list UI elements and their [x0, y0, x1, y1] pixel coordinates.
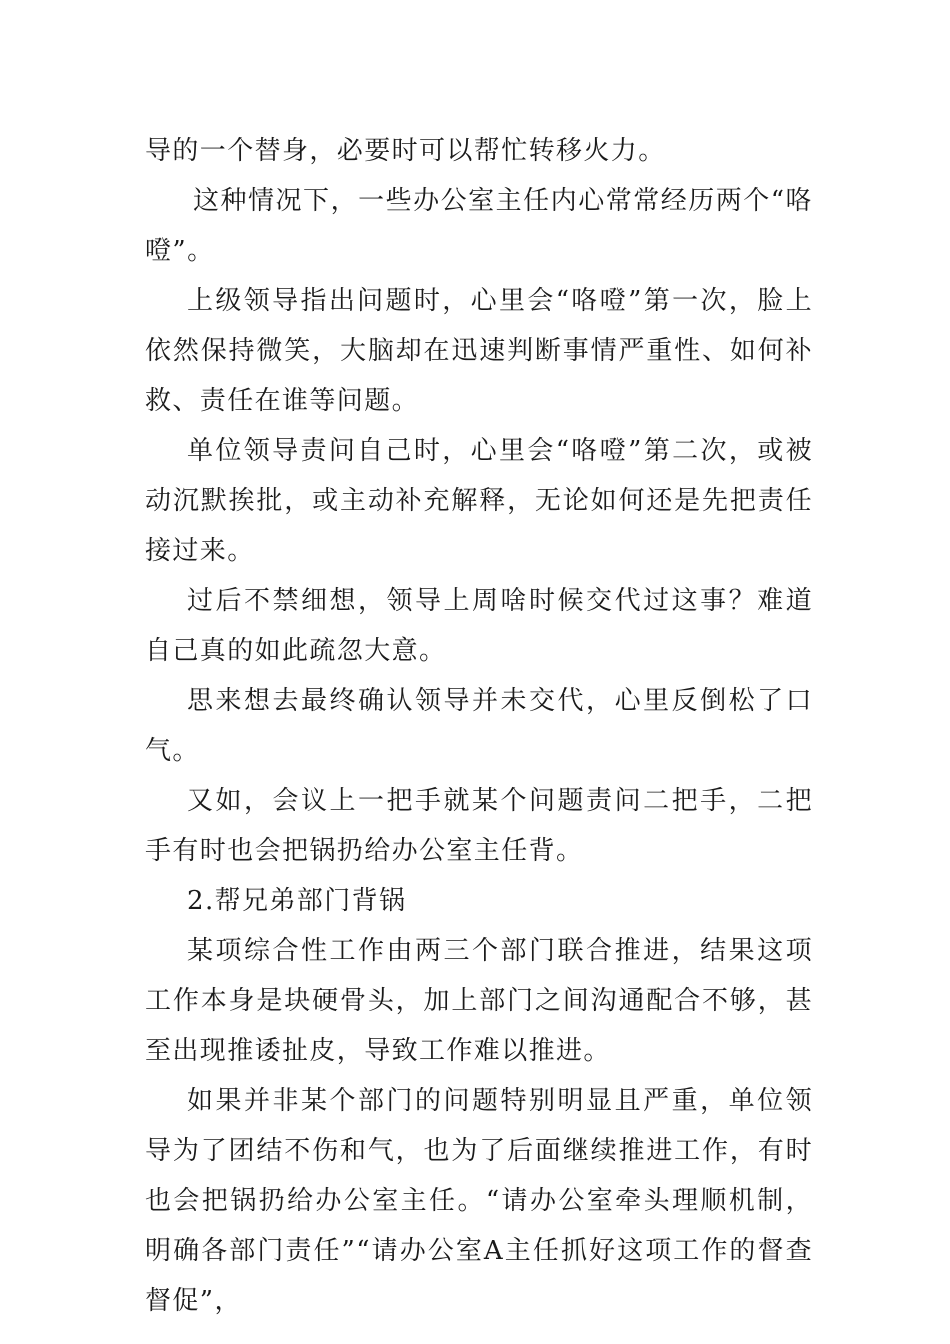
paragraph: 又如，会议上一把手就某个问题责问二把手，二把手有时也会把锅扔给办公室主任背。 — [145, 786, 813, 866]
paragraph: 单位领导责问自己时，心里会“咯噔”第二次，或被动沉默挨批，或主动补充解释，无论如何还是先把责任接过来。 — [145, 436, 813, 566]
body-text — [145, 126, 813, 1326]
paragraph: 上级领导指出问题时，心里会“咯噔”第一次，脸上依然保持微笑，大脑却在迅速判断事情严重性、如何补救、责任在谁等问题。 — [145, 286, 813, 416]
paragraph: 这种情况下，一些办公室主任内心常常经历两个“咯噔”。 — [145, 186, 813, 266]
paragraph: 某项综合性工作由两三个部门联合推进，结果这项工作本身是块硬骨头，加上部门之间沟通配合不够，甚至出现推诿扯皮，导致工作难以推进。 — [145, 936, 813, 1066]
paragraph: 如果并非某个部门的问题特别明显且严重，单位领导为了团结不伤和气，也为了后面继续推进工作，有时也会把锅扔给办公室主任。“请办公室牵头理顺机制，明确各部门责任”“请办公室A主任抓好这项工作的督查督促”， — [145, 1086, 813, 1316]
section-heading: 2.帮兄弟部门背锅 — [187, 886, 407, 916]
paragraph: 过后不禁细想，领导上周啥时候交代过这事？难道自己真的如此疏忽大意。 — [145, 586, 813, 666]
paragraph: 思来想去最终确认领导并未交代，心里反倒松了口气。 — [145, 686, 813, 766]
paragraph-continuation: 导的一个替身，必要时可以帮忙转移火力。 — [145, 136, 666, 166]
